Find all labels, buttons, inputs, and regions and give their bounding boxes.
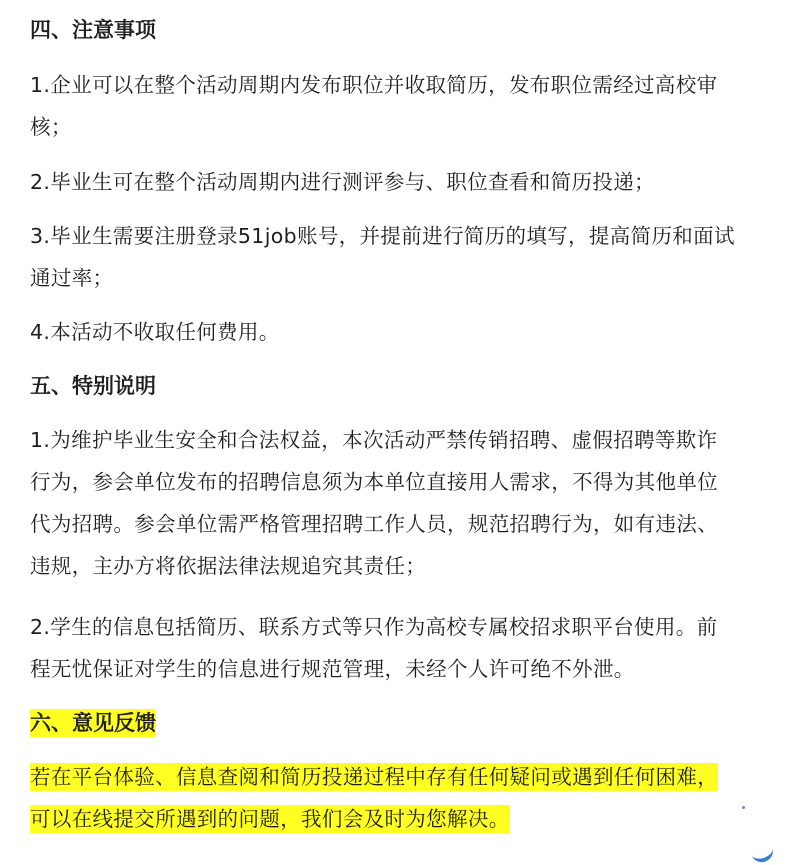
special-item-1 [30,419,775,587]
notes-item-1 [30,64,775,148]
section-special-title: 五、特别说明 [30,374,156,398]
text-line: 3.毕业生需要注册登录51job账号，并提前进行简历的填写，提高简历和面试 [30,224,735,248]
text-line: 行为，参会单位发布的招聘信息须为本单位直接用人需求，不得为其他单位 [30,470,719,494]
text-line: 1.企业可以在整个活动周期内发布职位并收取简历，发布职位需经过高校审 [30,73,718,97]
section-notes-title: 四、注意事项 [30,18,156,42]
notes-item-4 [30,311,775,353]
notes-item-3 [30,215,775,299]
text-line: 代为招聘。参会单位需严格管理招聘工作人员，规范招聘行为，如有违法、 [30,512,719,536]
text-line: 1.为维护毕业生安全和合法权益，本次活动严禁传销招聘、虚假招聘等欺诈 [30,428,718,452]
notes-item-2 [30,161,775,203]
text-line: 2.毕业生可在整个活动周期内进行测评参与、职位查看和简历投递； [30,170,655,194]
highlighted-text: 可以在线提交所遇到的问题，我们会及时为您解决。 [30,807,510,831]
text-line: 2.学生的信息包括简历、联系方式等只作为高校专属校招求职平台使用。前 [30,615,718,639]
scroll-hint-mark [750,845,775,865]
text-line: 通过率； [30,266,114,290]
text-line [30,756,775,798]
text-line [30,798,775,840]
feedback-paragraph [30,756,775,840]
highlighted-text: 若在平台体验、信息查阅和简历投递过程中存有任何疑问或遇到任何困难， [30,765,719,789]
highlighted-title: 六、意见反馈 [30,711,156,735]
text-line: 程无忧保证对学生的信息进行规范管理，未经个人许可绝不外泄。 [30,657,635,681]
text-line: 核； [30,115,72,139]
text-line: 4.本活动不收取任何费用。 [30,320,280,344]
special-item-2 [30,606,775,690]
section-feedback-title [30,706,156,740]
text-line: 违规，主办方将依据法律法规追究其责任； [30,554,427,578]
stray-dot [742,806,745,809]
